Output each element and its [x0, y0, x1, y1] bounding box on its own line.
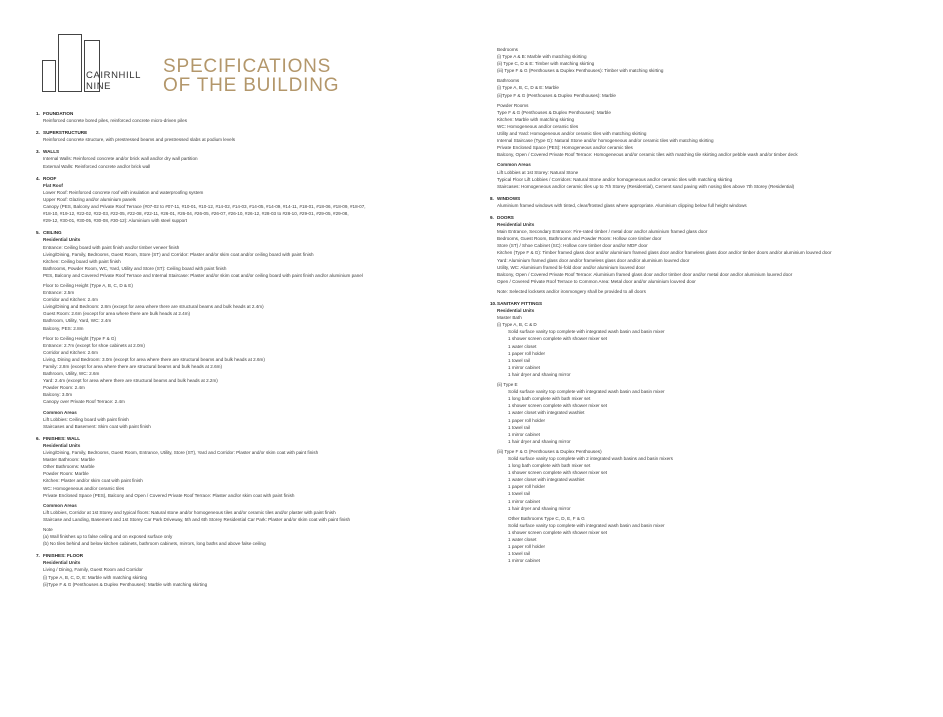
section-title: FINISHES: FLOOR [43, 553, 84, 559]
spec-line: Balcony, PES: 2.8m [43, 325, 84, 331]
section-number: 7. [36, 553, 40, 559]
spec-line: Corridor and Kitchen: 2.6m [43, 349, 98, 355]
spec-line: WC: Homogeneous and/or ceramic tiles [43, 485, 125, 491]
spec-line: Entrance: Ceiling board with paint finish and/or timber veneer finish [43, 244, 180, 250]
fitting-item: 1 towel rail [508, 424, 530, 430]
fitting-item: 1 shower screen complete with shower mixer set [508, 529, 608, 535]
spec-line: Powder Room: Marble [43, 471, 89, 477]
subsection-title: Flat Roof [43, 182, 63, 188]
fitting-item: 1 paper roll holder [508, 544, 546, 550]
fitting-item: 1 towel rail [508, 491, 530, 497]
page-title-line2: OF THE BUILDING [163, 75, 340, 96]
fitting-item: 1 water closet with integrated washlet [508, 410, 585, 416]
fitting-item: 1 shower screen complete with shower mixer set [508, 403, 608, 409]
section-number: 1. [36, 111, 40, 116]
spec-line: Bedrooms, Guest Room, Bathrooms and Powder Room: Hollow core timber door [497, 236, 662, 242]
section-number: 4. [36, 175, 40, 181]
spec-line: Yard: 2.4m (except for area where there are structural beams and bulk heads at 2.2m) [43, 378, 218, 384]
fitting-item: 1 shower screen complete with shower mixer set [508, 470, 608, 476]
spec-line: Canopy (PES, Balcony and Private Roof Terrace (#07-02 to #07-11, #10-01, #10-12, #14-02, #14-03, #14-05, #14-09, #14-11, #18-01, #18-06, #18-09, #18-07, [43, 204, 366, 210]
spec-line: Utility and Yard: Homogeneous and/or ceramic tiles with matching skirting [497, 131, 647, 137]
spec-line: Staircases and Basement: Skim coat with paint finish [43, 423, 151, 429]
spec-line: Balcony: 3.0m [43, 392, 73, 398]
spec-line: Internal Staircase (Type G): Natural Stone and/or homogeneous and/or ceramic tiles with matching skirting [497, 138, 714, 144]
fitting-item: 1 mirror cabinet [508, 364, 540, 370]
section-title: ROOF [43, 175, 57, 181]
fitting-item: 1 mirror cabinet [508, 498, 540, 504]
subsection-title: Residential Units [43, 442, 81, 448]
spec-line: Powder Rooms [497, 102, 529, 108]
spec-line: Open / Covered Private Roof Terrace to Common Area: Metal door and/or aluminium louvred door [497, 278, 696, 284]
spec-line: Floor to Ceiling Height (Type F & G) [43, 335, 117, 341]
spec-line: Lift Lobbies at 1st Storey: Natural Stone [497, 169, 579, 175]
spec-line: External Walls: Reinforced concrete and/or brick wall [43, 163, 151, 169]
right-column [490, 46, 890, 564]
spec-line: Lower Roof: Reinforced concrete roof with insulation and waterproofing system [43, 189, 204, 195]
spec-line: Living/Dining, Family, Bedrooms, Guest Room, Entrance, Utility, Store (ST), Yard and Corridor: Plaster and/or skim coat with paint finish [43, 450, 319, 456]
note-line: (b) No tiles behind and below kitchen cabinets, bathroom cabinets, mirrors, long baths and above false ceiling [43, 541, 266, 547]
spec-line: Kitchen: Ceiling board with paint finish [43, 258, 121, 264]
section-title: WINDOWS [497, 195, 521, 201]
spec-line: Private Enclosed Space (PES), Balcony and Open / Covered Private Roof Terrace: Plaster and/or skim coat with paint finish [43, 492, 295, 498]
spec-line: Living / Dining, Family, Guest Room and Corridor [43, 567, 143, 573]
fitting-item: Solid surface vanity top complete with integrated wash basin and basin mixer [508, 329, 665, 335]
spec-line: Staircases: Homogeneous and/or ceramic tiles up to 7th Storey (Residential), Cement sand paving with nosing tiles above 7th Storey (Residential) [497, 183, 795, 189]
spec-line: Powder Room: 2.4m [43, 385, 85, 391]
spec-line: (iii) Type F & G (Penthouses & Duplex Penthouses) [497, 448, 602, 454]
spec-line: Internal Walls: Reinforced concrete and/or brick wall and/or dry wall partition [43, 156, 198, 162]
fitting-item: 1 mirror cabinet [508, 431, 540, 437]
spec-line: Canopy over Private Roof Terrace: 2.4m [43, 399, 125, 405]
section-walls [36, 148, 456, 169]
spec-line: PES, Balcony and Covered Private Roof Terrace and Internal Staircase: Plaster and/or skim coat and/or ceiling board with paint finish and/or aluminium panel [43, 272, 363, 278]
spec-line: (ii) Type C, D & E: Timber with matching skirting [497, 61, 595, 67]
spec-line: Lift Lobbies: Ceiling board with paint finish [43, 416, 129, 422]
spec-line: Other Bathrooms Type C, D, E, F & G [508, 515, 585, 521]
fitting-item: 1 paper roll holder [508, 484, 546, 490]
fitting-item: 1 hair dryer and shaving mirror [508, 505, 571, 511]
fitting-item: 1 towel rail [508, 357, 530, 363]
spec-line: Entrance: 2.5m [43, 290, 75, 296]
spec-line: #29-12, #30-01, #30-05, #30-08, #30-12): Aluminium with steel support [43, 218, 188, 224]
logo [40, 30, 140, 92]
section-title: SANITARY FITTINGS [497, 301, 543, 306]
spec-line: (ii)Type F & G (Penthouses & Duplex Penthouses): Marble [497, 92, 616, 98]
subsection-title: Common Areas [43, 409, 77, 415]
spec-line: Upper Roof: Glazing and/or aluminium panels [43, 196, 136, 202]
spec-line: Kitchen: Plaster and/or skim coat with paint finish [43, 478, 143, 484]
subsection-title: Residential Units [43, 237, 81, 243]
spec-line: Master Bath [497, 315, 522, 321]
spec-line: (ii) Type E [497, 382, 518, 388]
spec-line: Bathrooms [497, 78, 520, 84]
spec-line: (i) Type A, B, C & D [497, 322, 537, 328]
left-column [36, 110, 456, 588]
section-number: 8. [490, 195, 494, 201]
spec-line: Bathroom, Utility, WC: 2.6m [43, 371, 100, 377]
spec-line: Lift Lobbies, Corridor at 1st Storey and typical floors: Natural stone and/or homogeneous tiles and/or ceramic tiles and/or plaster with paint finish [43, 509, 336, 515]
spec-line: Bathrooms, Powder Room, WC, Yard, Utility and Store (ST): Ceiling board with paint finish [43, 265, 227, 271]
spec-line: Bedrooms [497, 47, 518, 52]
spec-line: Living/Dining and Bedroom: 2.8m (except for area where there are structural beams and bulk heads at 2.4m) [43, 304, 264, 310]
section-doors [490, 214, 890, 295]
spec-line: Utility, WC: Aluminium framed bi-fold door and/or aluminium louvred door [497, 264, 645, 270]
spec-line: Staircase and Landing, Basement and 1st Storey Car Park Driveway, 5th and 6th Storey Residential Car Park: Plaster and/or skim coat with paint finish [43, 516, 351, 522]
section-title: CEILING [43, 230, 62, 236]
spec-line: Other Bathrooms: Marble [43, 464, 95, 470]
section-windows [490, 195, 890, 209]
note-line: Note: Selected locksets and/or ironmongery shall be provided to all doors [497, 288, 646, 294]
fitting-item: Solid surface vanity top complete with integrated wash basin and basin mixer [508, 522, 665, 528]
spec-line: Store (ST) / Shoe Cabinet (SC): Hollow core timber door and/or MDF door [497, 243, 648, 249]
spec-line: #18-10, #19-12, #22-02, #22-03, #22-05, #22-08, #22-11, #26-01, #26-04, #26-05, #26-07, #26-10, #26-12, #28-03 to #28-10, #29-01, #29-05, #29-08, [43, 211, 349, 217]
spec-line: Living, Dining and Bedroom: 3.0m (except for area where there are structural beams and bulk heads at 2.6m) [43, 356, 265, 362]
fitting-item: 1 paper roll holder [508, 417, 546, 423]
fitting-item: Solid surface vanity top complete with integrated wash basin and basin mixer [508, 389, 665, 395]
spec-line: WC: Homogeneous and/or ceramic tiles [497, 123, 579, 129]
logo-text-line2: NINE [86, 81, 112, 92]
section-number: 3. [36, 149, 40, 155]
spec-line: Balcony, Open / Covered Private Roof Terrace: Aluminium framed glass door and/or timber door and/or metal door and/or aluminium louvred door [497, 271, 793, 277]
fitting-item: 1 hair dryer and shaving mirror [508, 438, 571, 444]
section-ceiling [36, 229, 456, 430]
section-roof [36, 175, 456, 225]
spec-line: (i) Type A, B, C, D, E: Marble with matching skirting [43, 574, 148, 580]
fitting-item: 1 water closet [508, 537, 537, 542]
note-line: (a) Wall finishes up to false ceiling and on exposed surface only [43, 534, 173, 540]
section-title: SUPERSTRUCTURE [43, 130, 88, 136]
section-number: 5. [36, 230, 40, 236]
section-number: 9. [490, 214, 494, 220]
section-title: FINISHES: WALL [43, 435, 81, 441]
spec-line: Family: 2.8m (except for area where there are structural beams and bulk heads at 2.6m) [43, 364, 222, 369]
logo-mark-rect-2 [58, 34, 82, 92]
spec-line: (i) Type A & B: Marble with matching skirting [497, 54, 587, 60]
section-number: 6. [36, 435, 40, 441]
spec-line: Reinforced concrete bored piles, reinforced concrete micro-driven piles [43, 118, 188, 124]
fitting-item: 1 water closet [508, 343, 537, 349]
subsection-title: Residential Units [497, 222, 535, 228]
page-title-line1: SPECIFICATIONS [163, 56, 332, 77]
spec-line: Kitchen (Type F & G): Timber framed glass door and/or aluminium framed glass door and/or frameless glass door and/or timber doors and/or aluminium louvred door [497, 250, 832, 256]
spec-line: Master Bathroom: Marble [43, 457, 95, 463]
spec-line: Entrance: 2.7m (except for shoe cabinets at 2.0m) [43, 342, 145, 348]
spec-line: Main Entrance, Secondary Entrance: Fire-rated timber / metal door and/or aluminium framed glass door [497, 229, 708, 235]
fitting-item: 1 hair dryer and shaving mirror [508, 371, 571, 377]
section-finishes-floor [36, 552, 456, 587]
subsection-title: Common Areas [497, 162, 531, 168]
spec-line: Guest Room: 2.6m (except for area where there are bulk heads at 2.4m) [43, 311, 191, 317]
fitting-item: Solid surface vanity top complete with 2 integrated wash basins and basin mixers [508, 455, 673, 461]
section-foundation [36, 110, 456, 124]
spec-line: Corridor and Kitchen: 2.4m [43, 297, 98, 303]
section-title: WALLS [43, 149, 60, 155]
section-sanitary-fittings [490, 300, 890, 564]
subsection-title: Residential Units [43, 560, 81, 566]
fitting-item: 1 water closet with integrated washlet [508, 477, 585, 483]
section-title: FOUNDATION [43, 111, 74, 116]
spec-line: (ii)Type F & G (Penthouses & Duplex Penthouses): Marble with matching skirting [43, 581, 208, 587]
fitting-item: 1 paper roll holder [508, 350, 546, 356]
spec-line: Kitchen: Marble with matching skirting [497, 116, 575, 122]
fitting-item: 1 long bath complete with bath mixer set [508, 396, 591, 402]
spec-line: Living/Dining, Family, Bedrooms, Guest Room, Store (ST) and Corridor: Plaster and/or skim coat and/or ceiling board with paint finish [43, 251, 314, 257]
spec-line: Bathroom, Utility, Yard, WC: 2.4m [43, 318, 112, 324]
section-finishes-wall [36, 435, 456, 547]
page-title [163, 57, 339, 95]
spec-line: Type F & G (Penthouses & Duplex Penthouses): Marble [497, 109, 611, 115]
fitting-item: 1 shower screen complete with shower mixer set [508, 336, 608, 342]
section-number: 10. [490, 301, 497, 306]
spec-line: Typical Floor Lift Lobbies / Corridors: Natural Stone and/or homogeneous and/or ceramic tiles with matching skirting [497, 176, 733, 182]
spec-line: Balcony, Open / Covered Private Roof Terrace: Homogeneous and/or ceramic tiles with matching tile skirting and/or pebble wash and/or timber deck [497, 152, 798, 158]
spec-line: (iii) Type F & G (Penthouses & Duplex Penthouses): Timber with matching skirting [497, 68, 664, 74]
section-number: 2. [36, 130, 40, 136]
note-label: Note [43, 526, 53, 532]
spec-line: Aluminium framed windows with tinted, clear/frosted glass where appropriate. Aluminium clipping below full height windows [497, 202, 747, 208]
fitting-item: 1 towel rail [508, 551, 530, 557]
logo-mark-rect-1 [42, 60, 56, 92]
subsection-title: Common Areas [43, 502, 77, 508]
spec-line: (i) Type A, B, C, D & E: Marble [497, 85, 559, 91]
section-finishes-floor-continued [490, 46, 890, 190]
fitting-item: 1 mirror cabinet [508, 558, 540, 564]
spec-line: Private Enclosed Space (PES): Homogeneous and/or ceramic tiles [497, 145, 633, 151]
section-title: DOORS [497, 214, 514, 220]
spec-line: Reinforced concrete structure, with prestressed beams and prestressed slabs at podium levels [43, 137, 236, 143]
subsection-title: Residential Units [497, 308, 535, 314]
fitting-item: 1 long bath complete with bath mixer set [508, 463, 591, 469]
section-superstructure [36, 129, 456, 143]
spec-line: Floor to Ceiling Height (Type A, B, C, D & E) [43, 282, 133, 288]
spec-line: Yard: Aluminium framed glass door and/or frameless glass door and/or aluminium louvred door [497, 257, 690, 263]
logo-text-line1: CAIRNHILL [86, 70, 142, 81]
